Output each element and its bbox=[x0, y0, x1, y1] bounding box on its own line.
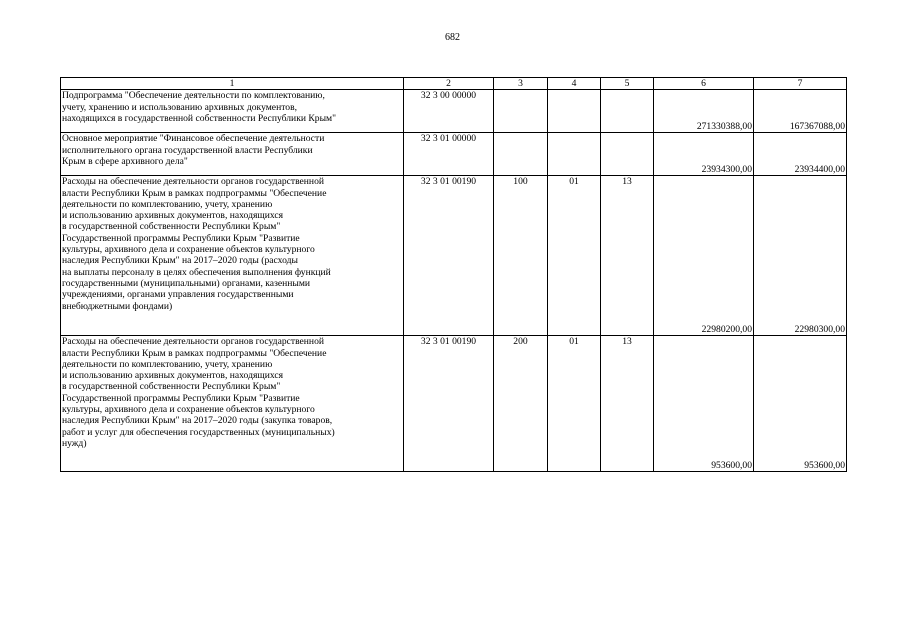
row-col7-amount: 22980300,00 bbox=[754, 176, 847, 336]
row-col4-cell: 01 bbox=[548, 176, 601, 336]
row-name-text: Подпрограмма "Обеспечение деятельности по комплектованию, учету, хранению и использованию архивных документов, находящихся в государственной собственности Республики Крым" bbox=[62, 90, 337, 124]
column-header: 6 bbox=[654, 78, 754, 90]
row-name-text: Расходы на обеспечение деятельности органов государственной власти Республики Крым в рамках подпрограммы "Обеспечение деятельности по комплектованию, учету, хранению и использованию архивных документов, находящихся в государственной собственности Республики Крым" Государственной программы Республики Крым "Развитие культуры, архивного дела и сохранение объектов культурного наследия Республики Крым" на 2017–2020 годы (закупка товаров, работ и услуг для обеспечения государственных (муниципальных) нужд) bbox=[62, 336, 335, 449]
budget-table bbox=[60, 77, 847, 472]
row-col4-cell: 01 bbox=[548, 336, 601, 472]
row-col6-amount: 953600,00 bbox=[654, 336, 754, 472]
row-col7-amount: 23934400,00 bbox=[754, 133, 847, 176]
row-col3-cell: 100 bbox=[494, 176, 548, 336]
row-col6-amount: 271330388,00 bbox=[654, 90, 754, 133]
row-col6-amount: 23934300,00 bbox=[654, 133, 754, 176]
row-col4-cell bbox=[548, 133, 601, 176]
row-col5-cell: 13 bbox=[601, 176, 654, 336]
table-row bbox=[61, 336, 847, 472]
row-col7-amount: 167367088,00 bbox=[754, 90, 847, 133]
row-col6-amount: 22980200,00 bbox=[654, 176, 754, 336]
row-name-cell bbox=[61, 90, 404, 133]
row-name-cell bbox=[61, 176, 404, 336]
row-col5-cell: 13 bbox=[601, 336, 654, 472]
column-header: 5 bbox=[601, 78, 654, 90]
row-name-cell bbox=[61, 336, 404, 472]
row-col5-cell bbox=[601, 133, 654, 176]
row-col3-cell bbox=[494, 133, 548, 176]
column-header: 2 bbox=[404, 78, 494, 90]
row-name-text: Расходы на обеспечение деятельности органов государственной власти Республики Крым в рамках подпрограммы "Обеспечение деятельности по комплектованию, учету, хранению и использованию архивных документов, находящихся в государственной собственности Республики Крым" Государственной программы Республики Крым "Развитие культуры, архивного дела и сохранение объектов культурного наследия Республики Крым" на 2017–2020 годы (расходы на выплаты персоналу в целях обеспечения выполнения функций государственными (муниципальными) органами, казенными учреждениями, органами управления государственными внебюджетными фондами) bbox=[62, 176, 331, 312]
row-name-text: Основное мероприятие "Финансовое обеспечение деятельности исполнительного органа государственной власти Республики Крым в сфере архивного дела" bbox=[62, 133, 325, 167]
column-header: 3 bbox=[494, 78, 548, 90]
column-header: 4 bbox=[548, 78, 601, 90]
row-col3-cell: 200 bbox=[494, 336, 548, 472]
row-col5-cell bbox=[601, 90, 654, 133]
row-code-cell: 32 3 01 00190 bbox=[404, 176, 494, 336]
row-col4-cell bbox=[548, 90, 601, 133]
row-code-cell: 32 3 01 00190 bbox=[404, 336, 494, 472]
row-code-cell: 32 3 01 00000 bbox=[404, 133, 494, 176]
column-header: 1 bbox=[61, 78, 404, 90]
row-code-cell: 32 3 00 00000 bbox=[404, 90, 494, 133]
row-col7-amount: 953600,00 bbox=[754, 336, 847, 472]
table-row bbox=[61, 90, 847, 133]
row-name-cell bbox=[61, 133, 404, 176]
table-header-row bbox=[61, 78, 847, 90]
page-number: 682 bbox=[445, 32, 460, 43]
column-header: 7 bbox=[754, 78, 847, 90]
row-col3-cell bbox=[494, 90, 548, 133]
table-row bbox=[61, 176, 847, 336]
table-row bbox=[61, 133, 847, 176]
